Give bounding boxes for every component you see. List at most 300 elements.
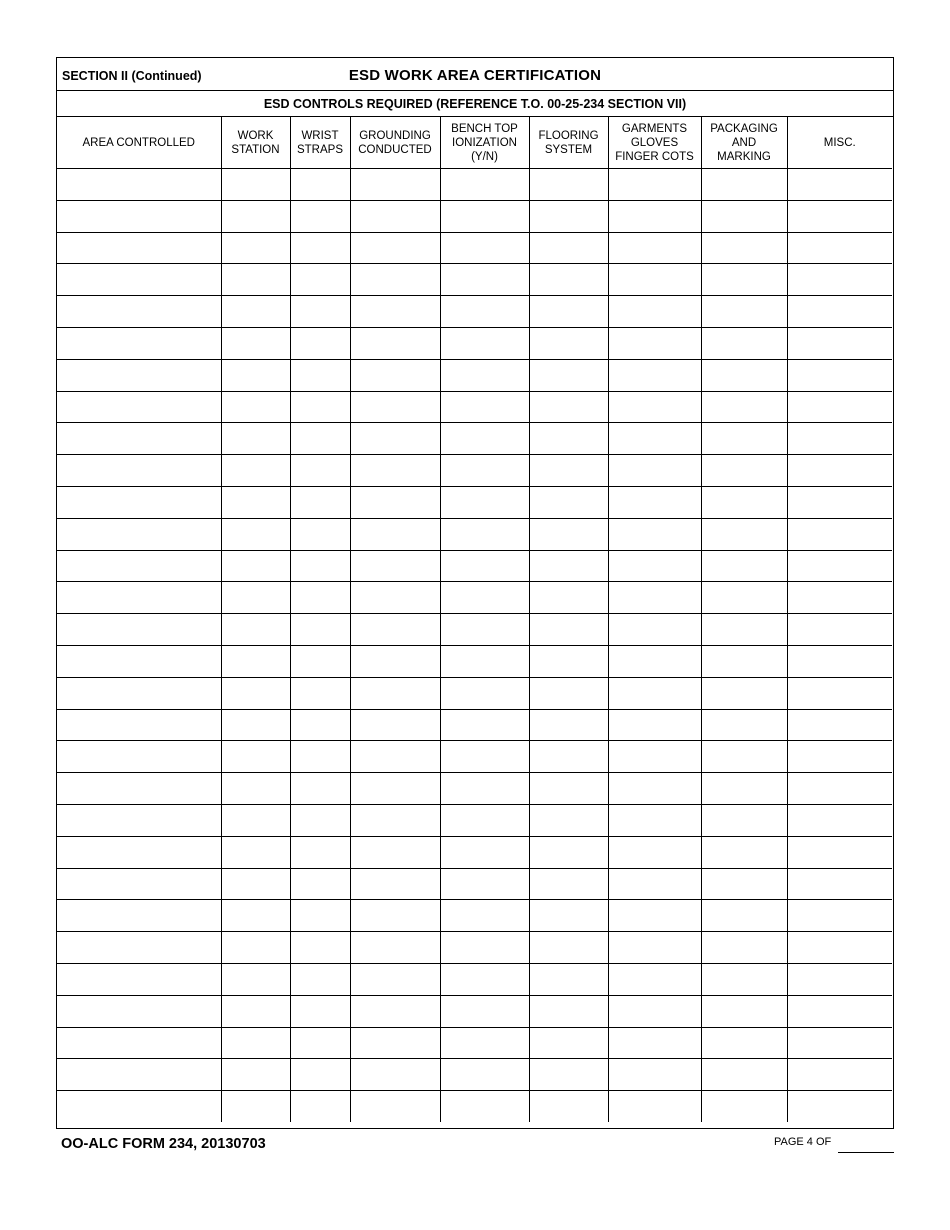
table-cell[interactable]	[701, 486, 787, 518]
table-cell[interactable]	[350, 773, 440, 805]
table-cell[interactable]	[787, 709, 892, 741]
table-cell[interactable]	[221, 327, 290, 359]
table-cell[interactable]	[529, 1027, 608, 1059]
table-cell[interactable]	[529, 550, 608, 582]
table-cell[interactable]	[787, 868, 892, 900]
table-cell[interactable]	[608, 582, 701, 614]
table-cell[interactable]	[57, 296, 221, 328]
table-cell[interactable]	[440, 614, 529, 646]
table-cell[interactable]	[440, 773, 529, 805]
table-cell[interactable]	[290, 486, 350, 518]
table-cell[interactable]	[290, 741, 350, 773]
table-cell[interactable]	[57, 645, 221, 677]
table-cell[interactable]	[350, 868, 440, 900]
table-cell[interactable]	[290, 264, 350, 296]
table-cell[interactable]	[529, 200, 608, 232]
table-cell[interactable]	[350, 614, 440, 646]
table-cell[interactable]	[57, 518, 221, 550]
table-cell[interactable]	[290, 645, 350, 677]
table-cell[interactable]	[440, 1059, 529, 1091]
table-cell[interactable]	[529, 359, 608, 391]
table-cell[interactable]	[290, 677, 350, 709]
table-cell[interactable]	[787, 296, 892, 328]
table-cell[interactable]	[57, 455, 221, 487]
controls-table	[57, 117, 892, 1122]
table-cell[interactable]	[350, 804, 440, 836]
table-cell[interactable]	[440, 932, 529, 964]
table-cell[interactable]	[529, 868, 608, 900]
table-cell[interactable]	[787, 804, 892, 836]
table-cell[interactable]	[290, 327, 350, 359]
table-cell[interactable]	[57, 232, 221, 264]
table-cell[interactable]	[608, 868, 701, 900]
table-cell[interactable]	[701, 836, 787, 868]
table-cell[interactable]	[787, 614, 892, 646]
table-cell[interactable]	[787, 645, 892, 677]
table-cell[interactable]	[608, 677, 701, 709]
table-cell[interactable]	[701, 550, 787, 582]
column-header: WORK STATION	[221, 117, 290, 169]
table-cell[interactable]	[701, 677, 787, 709]
table-cell[interactable]	[787, 550, 892, 582]
table-cell[interactable]	[57, 1091, 221, 1122]
table-cell[interactable]	[608, 550, 701, 582]
table-cell[interactable]	[350, 1027, 440, 1059]
table-cell[interactable]	[529, 582, 608, 614]
table-cell[interactable]	[701, 518, 787, 550]
table-row	[57, 995, 892, 1027]
table-cell[interactable]	[290, 1027, 350, 1059]
table-cell[interactable]	[787, 677, 892, 709]
table-cell[interactable]	[57, 900, 221, 932]
table-cell[interactable]	[290, 995, 350, 1027]
table-cell[interactable]	[787, 1059, 892, 1091]
table-row	[57, 868, 892, 900]
table-cell[interactable]	[290, 296, 350, 328]
table-cell[interactable]	[529, 773, 608, 805]
table-cell[interactable]	[440, 200, 529, 232]
table-cell[interactable]	[440, 296, 529, 328]
table-cell[interactable]	[529, 169, 608, 201]
table-cell[interactable]	[701, 169, 787, 201]
table-cell[interactable]	[57, 486, 221, 518]
table-cell[interactable]	[440, 900, 529, 932]
table-cell[interactable]	[221, 1091, 290, 1122]
table-cell[interactable]	[529, 232, 608, 264]
table-cell[interactable]	[608, 518, 701, 550]
table-cell[interactable]	[608, 709, 701, 741]
table-cell[interactable]	[787, 169, 892, 201]
table-cell[interactable]	[290, 582, 350, 614]
table-cell[interactable]	[701, 963, 787, 995]
table-cell[interactable]	[440, 868, 529, 900]
table-cell[interactable]	[608, 391, 701, 423]
table-cell[interactable]	[440, 804, 529, 836]
table-cell[interactable]	[440, 232, 529, 264]
table-cell[interactable]	[290, 169, 350, 201]
table-cell[interactable]	[221, 645, 290, 677]
table-cell[interactable]	[221, 264, 290, 296]
table-cell[interactable]	[787, 518, 892, 550]
table-cell[interactable]	[221, 486, 290, 518]
table-cell[interactable]	[57, 327, 221, 359]
table-cell[interactable]	[701, 741, 787, 773]
table-cell[interactable]	[529, 963, 608, 995]
table-cell[interactable]	[221, 614, 290, 646]
table-cell[interactable]	[608, 995, 701, 1027]
table-cell[interactable]	[787, 232, 892, 264]
table-cell[interactable]	[57, 169, 221, 201]
table-cell[interactable]	[57, 1027, 221, 1059]
table-cell[interactable]	[608, 932, 701, 964]
table-cell[interactable]	[57, 550, 221, 582]
table-cell[interactable]	[350, 582, 440, 614]
table-cell[interactable]	[701, 645, 787, 677]
table-cell[interactable]	[221, 1027, 290, 1059]
table-cell[interactable]	[608, 614, 701, 646]
table-cell[interactable]	[701, 264, 787, 296]
table-cell[interactable]	[221, 518, 290, 550]
table-cell[interactable]	[57, 200, 221, 232]
table-cell[interactable]	[350, 264, 440, 296]
page-total-field[interactable]	[838, 1152, 894, 1153]
table-cell[interactable]	[529, 486, 608, 518]
table-cell[interactable]	[608, 169, 701, 201]
table-cell[interactable]	[701, 296, 787, 328]
table-cell[interactable]	[701, 455, 787, 487]
table-row	[57, 645, 892, 677]
table-row	[57, 232, 892, 264]
table-cell[interactable]	[350, 550, 440, 582]
table-cell[interactable]	[440, 264, 529, 296]
table-cell[interactable]	[290, 518, 350, 550]
table-cell[interactable]	[350, 741, 440, 773]
table-cell[interactable]	[608, 1091, 701, 1122]
table-cell[interactable]	[608, 773, 701, 805]
table-cell[interactable]	[440, 645, 529, 677]
table-cell[interactable]	[350, 391, 440, 423]
table-cell[interactable]	[608, 296, 701, 328]
table-cell[interactable]	[57, 709, 221, 741]
table-cell[interactable]	[221, 773, 290, 805]
table-cell[interactable]	[57, 932, 221, 964]
table-cell[interactable]	[608, 963, 701, 995]
table-cell[interactable]	[57, 741, 221, 773]
table-cell[interactable]	[290, 773, 350, 805]
table-cell[interactable]	[608, 423, 701, 455]
table-cell[interactable]	[701, 232, 787, 264]
table-cell[interactable]	[787, 963, 892, 995]
table-body	[57, 169, 892, 1122]
table-cell[interactable]	[608, 455, 701, 487]
table-cell[interactable]	[350, 327, 440, 359]
table-cell[interactable]	[290, 423, 350, 455]
table-cell[interactable]	[221, 232, 290, 264]
table-cell[interactable]	[529, 900, 608, 932]
table-cell[interactable]	[787, 327, 892, 359]
table-cell[interactable]	[57, 868, 221, 900]
table-cell[interactable]	[701, 900, 787, 932]
table-cell[interactable]	[529, 455, 608, 487]
table-cell[interactable]	[608, 486, 701, 518]
table-cell[interactable]	[440, 582, 529, 614]
table-cell[interactable]	[221, 709, 290, 741]
table-cell[interactable]	[787, 200, 892, 232]
table-row	[57, 773, 892, 805]
table-cell[interactable]	[529, 677, 608, 709]
table-cell[interactable]	[57, 264, 221, 296]
table-cell[interactable]	[701, 614, 787, 646]
table-cell[interactable]	[701, 932, 787, 964]
table-cell[interactable]	[529, 932, 608, 964]
table-cell[interactable]	[440, 455, 529, 487]
table-cell[interactable]	[221, 550, 290, 582]
table-cell[interactable]	[440, 741, 529, 773]
table-cell[interactable]	[221, 677, 290, 709]
column-header: GROUNDING CONDUCTED	[350, 117, 440, 169]
table-cell[interactable]	[440, 486, 529, 518]
table-row	[57, 359, 892, 391]
table-cell[interactable]	[350, 486, 440, 518]
table-cell[interactable]	[608, 264, 701, 296]
table-cell[interactable]	[787, 264, 892, 296]
table-cell[interactable]	[701, 582, 787, 614]
table-cell[interactable]	[440, 1091, 529, 1122]
table-cell[interactable]	[350, 169, 440, 201]
table-cell[interactable]	[290, 455, 350, 487]
table-cell[interactable]	[221, 455, 290, 487]
table-cell[interactable]	[701, 709, 787, 741]
table-cell[interactable]	[529, 518, 608, 550]
table-row	[57, 296, 892, 328]
table-cell[interactable]	[221, 296, 290, 328]
table-cell[interactable]	[221, 932, 290, 964]
table-cell[interactable]	[350, 232, 440, 264]
table-cell[interactable]	[440, 391, 529, 423]
table-cell[interactable]	[440, 518, 529, 550]
table-cell[interactable]	[608, 645, 701, 677]
table-cell[interactable]	[290, 932, 350, 964]
table-cell[interactable]	[350, 995, 440, 1027]
table-cell[interactable]	[221, 423, 290, 455]
table-cell[interactable]	[350, 900, 440, 932]
table-cell[interactable]	[529, 423, 608, 455]
table-cell[interactable]	[350, 709, 440, 741]
table-cell[interactable]	[608, 804, 701, 836]
table-cell[interactable]	[787, 359, 892, 391]
page-label: PAGE 4 OF	[774, 1136, 832, 1148]
table-cell[interactable]	[57, 359, 221, 391]
table-cell[interactable]	[787, 836, 892, 868]
table-cell[interactable]	[290, 804, 350, 836]
table-cell[interactable]	[701, 327, 787, 359]
table-cell[interactable]	[529, 836, 608, 868]
table-cell[interactable]	[529, 709, 608, 741]
table-row	[57, 900, 892, 932]
table-cell[interactable]	[701, 868, 787, 900]
table-cell[interactable]	[787, 995, 892, 1027]
table-cell[interactable]	[787, 391, 892, 423]
column-header: AREA CONTROLLED	[57, 117, 221, 169]
table-cell[interactable]	[57, 677, 221, 709]
table-cell[interactable]	[701, 359, 787, 391]
table-cell[interactable]	[350, 1059, 440, 1091]
table-cell[interactable]	[290, 359, 350, 391]
table-cell[interactable]	[57, 391, 221, 423]
table-cell[interactable]	[221, 804, 290, 836]
table-cell[interactable]	[57, 1059, 221, 1091]
table-cell[interactable]	[290, 614, 350, 646]
table-cell[interactable]	[57, 836, 221, 868]
table-cell[interactable]	[787, 455, 892, 487]
table-cell[interactable]	[440, 995, 529, 1027]
table-cell[interactable]	[529, 645, 608, 677]
table-cell[interactable]	[57, 804, 221, 836]
table-row	[57, 1027, 892, 1059]
table-cell[interactable]	[440, 423, 529, 455]
table-cell[interactable]	[529, 804, 608, 836]
table-cell[interactable]	[608, 327, 701, 359]
table-cell[interactable]	[608, 359, 701, 391]
table-cell[interactable]	[290, 200, 350, 232]
table-cell[interactable]	[350, 1091, 440, 1122]
table-cell[interactable]	[350, 200, 440, 232]
table-cell[interactable]	[350, 963, 440, 995]
table-cell[interactable]	[57, 995, 221, 1027]
column-header: WRIST STRAPS	[290, 117, 350, 169]
table-cell[interactable]	[221, 963, 290, 995]
table-cell[interactable]	[787, 1091, 892, 1122]
table-cell[interactable]	[440, 327, 529, 359]
table-cell[interactable]	[701, 423, 787, 455]
table-cell[interactable]	[57, 773, 221, 805]
table-cell[interactable]	[440, 169, 529, 201]
table-cell[interactable]	[221, 741, 290, 773]
table-cell[interactable]	[57, 582, 221, 614]
table-cell[interactable]	[290, 391, 350, 423]
table-row	[57, 709, 892, 741]
table-cell[interactable]	[350, 518, 440, 550]
table-cell[interactable]	[440, 677, 529, 709]
table-cell[interactable]	[290, 868, 350, 900]
form-identifier: OO-ALC FORM 234, 20130703	[61, 1136, 266, 1152]
table-cell[interactable]	[529, 264, 608, 296]
table-cell[interactable]	[57, 963, 221, 995]
table-cell[interactable]	[787, 423, 892, 455]
table-cell[interactable]	[608, 741, 701, 773]
table-cell[interactable]	[290, 1059, 350, 1091]
table-cell[interactable]	[221, 359, 290, 391]
table-cell[interactable]	[350, 645, 440, 677]
table-cell[interactable]	[608, 836, 701, 868]
table-cell[interactable]	[529, 391, 608, 423]
table-cell[interactable]	[350, 359, 440, 391]
table-cell[interactable]	[221, 200, 290, 232]
table-cell[interactable]	[221, 169, 290, 201]
table-cell[interactable]	[440, 836, 529, 868]
table-cell[interactable]	[440, 709, 529, 741]
table-cell[interactable]	[608, 900, 701, 932]
table-cell[interactable]	[701, 391, 787, 423]
table-cell[interactable]	[221, 868, 290, 900]
table-row	[57, 614, 892, 646]
table-cell[interactable]	[529, 1091, 608, 1122]
table-cell[interactable]	[350, 455, 440, 487]
table-cell[interactable]	[221, 391, 290, 423]
title-bar	[57, 58, 893, 91]
table-cell[interactable]	[608, 1059, 701, 1091]
table-cell[interactable]	[440, 359, 529, 391]
table-cell[interactable]	[701, 773, 787, 805]
table-cell[interactable]	[221, 582, 290, 614]
table-cell[interactable]	[57, 423, 221, 455]
header-row	[57, 117, 892, 169]
table-cell[interactable]	[787, 582, 892, 614]
table-cell[interactable]	[221, 836, 290, 868]
table-cell[interactable]	[290, 900, 350, 932]
table-cell[interactable]	[787, 486, 892, 518]
table-cell[interactable]	[290, 1091, 350, 1122]
table-cell[interactable]	[440, 1027, 529, 1059]
table-cell[interactable]	[787, 773, 892, 805]
table-cell[interactable]	[290, 232, 350, 264]
table-cell[interactable]	[290, 836, 350, 868]
table-cell[interactable]	[529, 1059, 608, 1091]
table-row	[57, 582, 892, 614]
table-cell[interactable]	[701, 200, 787, 232]
table-cell[interactable]	[787, 932, 892, 964]
table-cell[interactable]	[350, 296, 440, 328]
table-cell[interactable]	[787, 741, 892, 773]
table-cell[interactable]	[290, 963, 350, 995]
table-cell[interactable]	[290, 550, 350, 582]
table-cell[interactable]	[529, 995, 608, 1027]
table-row	[57, 677, 892, 709]
table-cell[interactable]	[350, 932, 440, 964]
table-cell[interactable]	[529, 741, 608, 773]
table-row	[57, 518, 892, 550]
table-cell[interactable]	[221, 1059, 290, 1091]
table-cell[interactable]	[787, 900, 892, 932]
table-cell[interactable]	[701, 1059, 787, 1091]
table-row	[57, 391, 892, 423]
table-cell[interactable]	[529, 327, 608, 359]
table-cell[interactable]	[350, 423, 440, 455]
table-cell[interactable]	[57, 614, 221, 646]
table-cell[interactable]	[608, 200, 701, 232]
table-cell[interactable]	[290, 709, 350, 741]
table-cell[interactable]	[608, 1027, 701, 1059]
table-cell[interactable]	[701, 1027, 787, 1059]
table-cell[interactable]	[608, 232, 701, 264]
table-cell[interactable]	[440, 963, 529, 995]
table-cell[interactable]	[529, 614, 608, 646]
table-cell[interactable]	[701, 1091, 787, 1122]
table-cell[interactable]	[350, 677, 440, 709]
table-cell[interactable]	[221, 900, 290, 932]
table-cell[interactable]	[350, 836, 440, 868]
table-row	[57, 486, 892, 518]
table-cell[interactable]	[787, 1027, 892, 1059]
table-cell[interactable]	[440, 550, 529, 582]
column-header: MISC.	[787, 117, 892, 169]
table-cell[interactable]	[529, 296, 608, 328]
column-header: FLOORING SYSTEM	[529, 117, 608, 169]
form-title: ESD WORK AREA CERTIFICATION	[348, 67, 602, 84]
table-cell[interactable]	[701, 804, 787, 836]
table-cell[interactable]	[701, 995, 787, 1027]
table-cell[interactable]	[221, 995, 290, 1027]
